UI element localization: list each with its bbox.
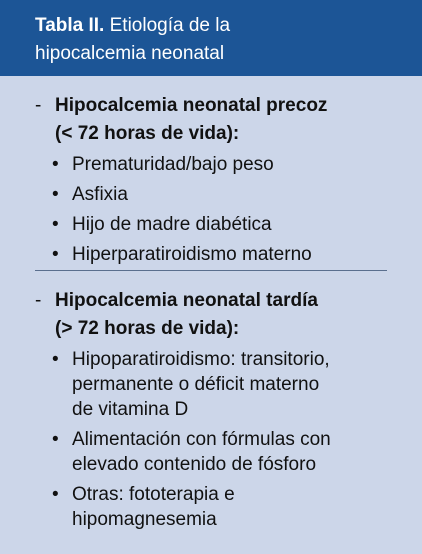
table-title-line-2: hipocalcemia neonatal <box>35 43 225 64</box>
list-item <box>0 212 422 237</box>
table-number: Tabla II. <box>35 15 105 36</box>
table-title-line-1 <box>35 12 406 40</box>
dash-marker: - <box>35 95 42 116</box>
list-item-text-line: permanente o déficit materno <box>72 374 320 395</box>
list-item-text: Hiperparatiroidismo materno <box>72 244 312 265</box>
section-heading-line-1: Hipocalcemia neonatal tardía <box>55 290 318 311</box>
section-heading <box>0 287 422 343</box>
bullet-icon: • <box>52 244 59 265</box>
cause-list <box>0 347 422 532</box>
cause-list <box>0 152 422 267</box>
bullet-icon: • <box>52 184 59 205</box>
bullet-icon: • <box>52 154 59 175</box>
section-divider <box>35 270 387 271</box>
bullet-icon: • <box>52 429 59 450</box>
list-item-text: Hijo de madre diabética <box>72 214 272 235</box>
list-item-text-line: Alimentación con fórmulas con <box>72 429 331 450</box>
list-item-text-line: Otras: fototerapia e <box>72 484 235 505</box>
bullet-icon: • <box>52 349 59 370</box>
list-item <box>0 427 422 477</box>
bullet-icon: • <box>52 484 59 505</box>
bullet-icon: • <box>52 214 59 235</box>
section-heading-line-1: Hipocalcemia neonatal precoz <box>55 95 328 116</box>
section-tardia <box>0 287 422 537</box>
list-item <box>0 242 422 267</box>
list-item <box>0 347 422 422</box>
section-heading-line-2: (< 72 horas de vida): <box>55 123 240 144</box>
dash-marker: - <box>35 290 42 311</box>
section-heading-line-2: (> 72 horas de vida): <box>55 318 240 339</box>
list-item-text: Asfixia <box>72 184 128 205</box>
list-item <box>0 182 422 207</box>
list-item-text: Prematuridad/bajo peso <box>72 154 274 175</box>
table-header <box>0 0 422 76</box>
section-precoz <box>0 92 422 272</box>
section-heading <box>0 92 422 148</box>
list-item-text-line: hipomagnesemia <box>72 509 217 530</box>
list-item-text-line: Hipoparatiroidismo: transitorio, <box>72 349 330 370</box>
list-item <box>0 152 422 177</box>
list-item-text-line: de vitamina D <box>72 399 189 420</box>
list-item-text-line: elevado contenido de fósforo <box>72 454 317 475</box>
table-title-text: Etiología de la <box>109 15 231 36</box>
list-item <box>0 482 422 532</box>
